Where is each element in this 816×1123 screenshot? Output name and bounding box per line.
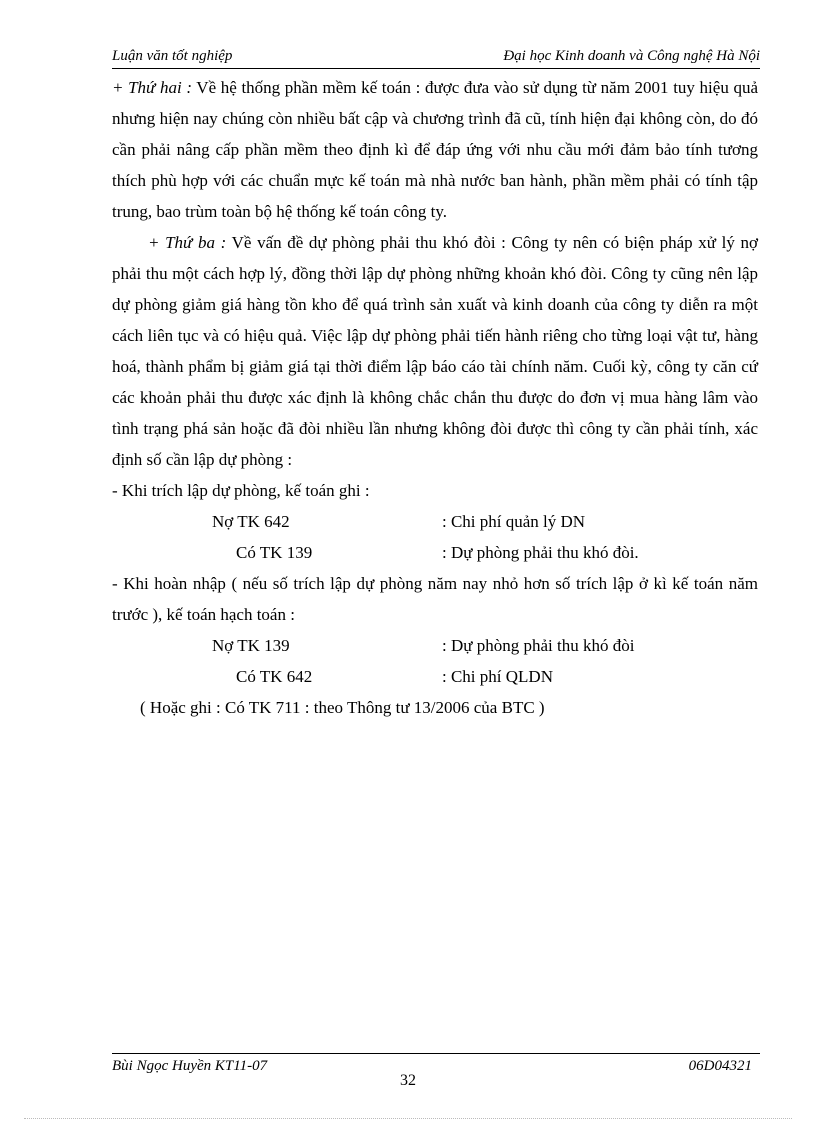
paragraph-text: Về hệ thống phần mềm kế toán : được đưa vào sử dụng từ năm 2001 tuy hiệu quả nhưng hiện nay chúng còn nhiều bất cập và chương trình đã cũ, tính hiện đại không còn, do đó cần phải nâng cấp phần mềm theo định kì để đáp ứng với nhu cầu mới đảm bảo tính tương thích phù hợp với các chuẩn mực kế toán mà nhà nước ban hành, phần mềm phải có tính tập trung, bao trùm toàn bộ hệ thống kế toán công ty. [112, 78, 758, 221]
entry-description: : Chi phí QLDN [442, 667, 553, 686]
entry-account: Nợ TK 139 [212, 636, 290, 655]
paragraph-note: ( Hoặc ghi : Có TK 711 : theo Thông tư 13/2006 của BTC ) [140, 698, 545, 717]
page-body [112, 72, 758, 723]
entry-description: : Chi phí quản lý DN [442, 512, 586, 531]
entry-description: : Dự phòng phải thu khó đòi. [442, 543, 639, 562]
paragraph-third-point [112, 227, 758, 475]
footer-student-id: 06D04321 [688, 1058, 752, 1074]
paragraph-text: Về vấn đề dự phòng phải thu khó đòi : Công ty nên có biện pháp xử lý nợ phải thu một cách hợp lý, đồng thời lập dự phòng những khoản khó đòi. Công ty cũng nên lập dự phòng giảm giá hàng tồn kho để quá trình sản xuất và kinh doanh của công ty diễn ra một cách liên tục và có hiệu quả. Việc lập dự phòng phải tiến hành riêng cho từng loại vật tư, hàng hoá, thành phẩm bị giảm giá tại thời điểm lập báo cáo tài chính năm. Cuối kỳ, công ty căn cứ các khoản phải thu được xác định là không chắc chắn thu được do đơn vị mua hàng lâm vào tình trạng phá sản hoặc đã đòi nhiều lần nhưng không đòi được thì công ty cần phải tính, xác định số cần lập dự phòng : [112, 233, 759, 469]
entry-description: : Dự phòng phải thu khó đòi [442, 636, 635, 655]
footer-author: Bùi Ngọc Huyền KT11-07 [112, 1058, 268, 1074]
paragraph-provision-entry: - Khi trích lập dự phòng, kế toán ghi : [112, 481, 370, 500]
paragraph-reversal-entry: - Khi hoàn nhập ( nếu số trích lập dự phòng năm nay nhỏ hơn số trích lập ở kì kế toán năm trước ), kế toán hạch toán : [112, 574, 758, 624]
entry-row [112, 506, 758, 537]
page-number: 32 [400, 1072, 416, 1089]
entry-row [112, 537, 758, 568]
entry-account: Nợ TK 642 [212, 512, 290, 531]
page-boundary-divider [24, 1118, 792, 1119]
paragraph-lead: + Thứ hai : [112, 78, 192, 97]
entry-account: Có TK 139 [236, 543, 313, 562]
page-header [112, 46, 760, 69]
entry-row [112, 630, 758, 661]
header-thesis-label: Luận văn tốt nghiệp [112, 48, 233, 64]
entry-account: Có TK 642 [236, 667, 313, 686]
paragraph-second-point [112, 72, 758, 227]
entry-row [112, 661, 758, 692]
header-university: Đại học Kinh doanh và Công nghệ Hà Nội [503, 48, 760, 64]
paragraph-lead: + Thứ ba : [148, 233, 227, 252]
